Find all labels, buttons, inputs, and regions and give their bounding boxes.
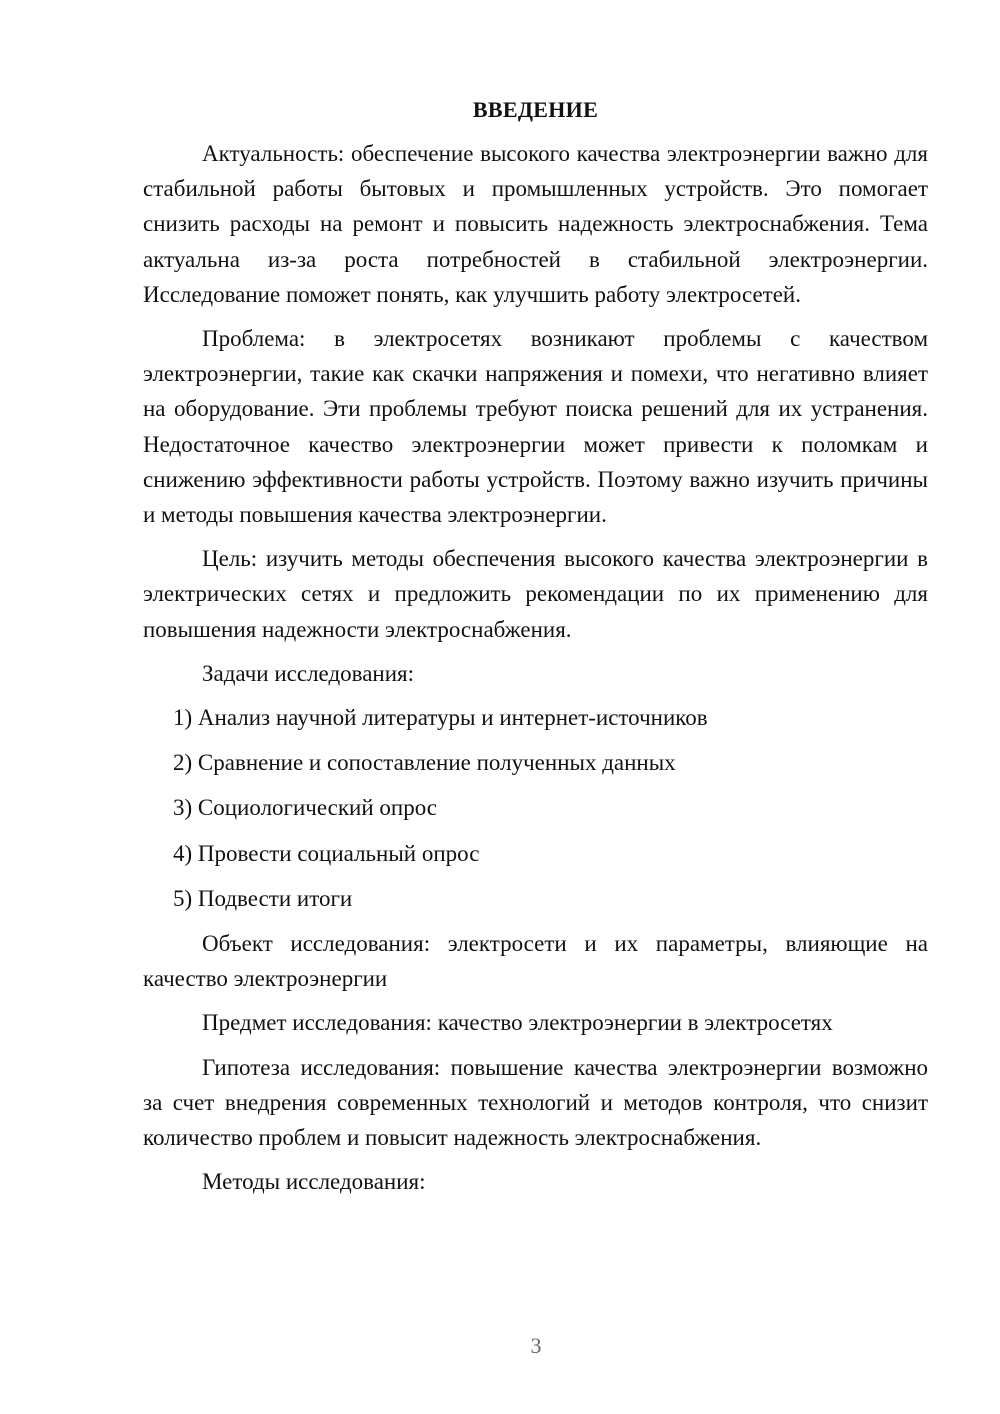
list-item: 3) Социологический опрос bbox=[173, 795, 437, 821]
list-item: 4) Провести социальный опрос bbox=[173, 840, 480, 866]
object-paragraph: Объект исследования: электросети и их параметры, влияющие на качество электроэнергии bbox=[143, 931, 928, 992]
page-content bbox=[143, 93, 928, 1208]
section-heading: ВВЕДЕНИЕ bbox=[472, 97, 599, 122]
tasks-title: Задачи исследования: bbox=[202, 660, 415, 686]
relevance-paragraph: Актуальность: обеспечение высокого качества электроэнергии важно для стабильной работы бытовых и промышленных устройств. Это помогает снизить расходы на ремонт и повысить надежность электроснабжения. Тема актуальна из-за роста потребностей в стабильной электроэнергии. Исследование поможет понять, как улучшить работу электросетей. bbox=[143, 141, 928, 307]
methods-title: Методы исследования: bbox=[202, 1169, 426, 1195]
problem-paragraph: Проблема: в электросетях возникают проблемы с качеством электроэнергии, такие как скачки напряжения и помехи, что негативно влияет на оборудование. Эти проблемы требуют поиска решений для их устранения. Недостаточное качество электроэнергии может привести к поломкам и снижению эффективности работы устройств. Поэтому важно изучить причины и методы повышения качества электроэнергии. bbox=[143, 326, 928, 528]
subject-paragraph: Предмет исследования: качество электроэнергии в электросетях bbox=[202, 1010, 833, 1036]
list-item: 5) Подвести итоги bbox=[173, 885, 353, 911]
goal-paragraph: Цель: изучить методы обеспечения высокого качества электроэнергии в электрических сетях и предложить рекомендации по их применению для повышения надежности электроснабжения. bbox=[143, 546, 928, 642]
list-item: 1) Анализ научной литературы и интернет-источников bbox=[173, 705, 708, 731]
page-number: 3 bbox=[530, 1333, 542, 1358]
list-item: 2) Сравнение и сопоставление полученных данных bbox=[173, 750, 676, 776]
hypothesis-paragraph: Гипотеза исследования: повышение качества электроэнергии возможно за счет внедрения современных технологий и методов контроля, что снизит количество проблем и повысит надежность электроснабжения. bbox=[143, 1054, 928, 1151]
tasks-list bbox=[143, 700, 928, 916]
